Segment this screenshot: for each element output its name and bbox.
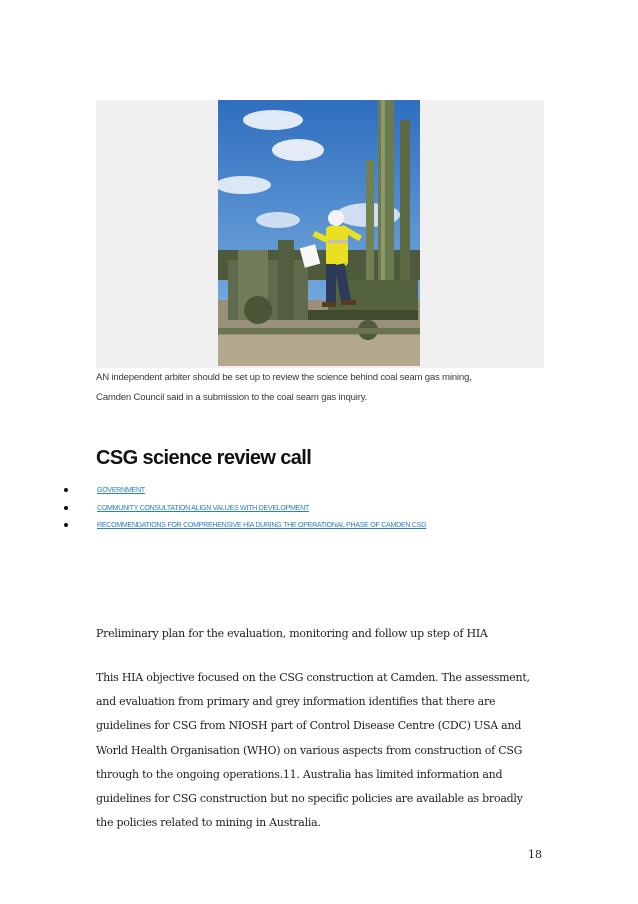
bullet-icon	[64, 488, 68, 492]
paragraph-line: guidelines for CSG construction but no specific policies are available as broadly	[96, 791, 523, 805]
tag-link-community-consultation[interactable]: COMMUNITY CONSULTATION ALIGN VALUES WITH DEVELOPMENT	[97, 503, 309, 512]
photo-frame	[96, 100, 544, 368]
caption-line: Camden Council said in a submission to the coal seam gas inquiry.	[96, 392, 368, 403]
tag-link-recommendations[interactable]: RECOMMENDATIONS FOR COMPREHENSIVE HIA DURING THE OPERATIONAL PHASE OF CAMDEN CSG	[97, 521, 427, 529]
paragraph-line: the policies related to mining in Australia.	[96, 816, 321, 830]
article-headline: CSG science review call	[96, 447, 312, 469]
tag-item	[64, 484, 584, 502]
paragraph-line: and evaluation from primary and grey information identifies that there are	[96, 695, 496, 709]
tag-list	[64, 484, 584, 537]
body-paragraph	[96, 666, 566, 835]
tag-item	[64, 519, 584, 537]
tag-item	[64, 502, 584, 520]
section-intro: Preliminary plan for the evaluation, monitoring and follow up step of HIA	[96, 627, 488, 640]
paragraph-line: through to the ongoing operations.11. Australia has limited information and	[96, 767, 503, 781]
paragraph-line: This HIA objective focused on the CSG construction at Camden. The assessment,	[96, 671, 530, 684]
paragraph-line: guidelines for CSG from NIOSH part of Control Disease Centre (CDC) USA and	[96, 719, 522, 733]
caption-line: AN independent arbiter should be set up to review the science behind coal seam gas mining,	[96, 372, 472, 383]
paragraph-line: World Health Organisation (WHO) on various aspects from construction of CSG	[96, 743, 523, 757]
bullet-icon	[64, 523, 68, 527]
page-number: 18	[528, 848, 542, 861]
csg-worker-photo	[218, 100, 420, 366]
bullet-icon	[64, 506, 68, 510]
tag-link-government[interactable]: GOVERNMENT	[97, 486, 145, 494]
photo-caption	[96, 368, 556, 408]
